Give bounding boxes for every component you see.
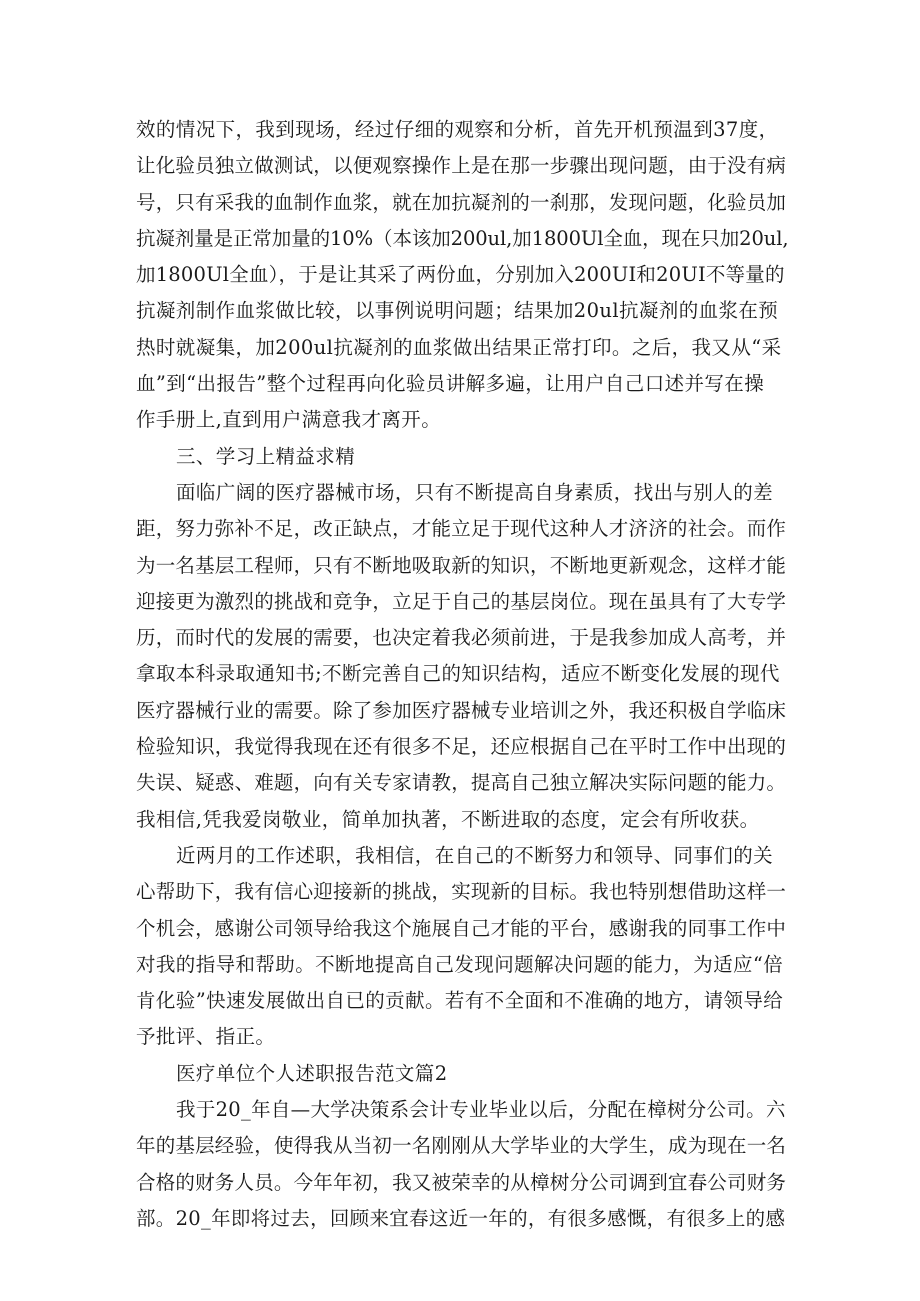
paragraph-continuation [136,112,788,439]
text-line: 肯化验”快速发展做出自已的贡献。若有不全面和不准确的地方，请领导给 [136,989,784,1013]
text-line: 热时就凝集，加200ul抗凝剂的血浆做出结果正常打印。之后，我又从“采 [136,335,782,359]
text-line: 个机会，感谢公司领导给我这个施展自己才能的平台，感谢我的同事工作中 [136,916,787,940]
text-line: 历，而时代的发展的需要，也决定着我必须前进，于是我参加成人高考，并 [136,626,787,650]
text-line: 效的情况下，我到现场，经过仔细的观察和分析，首先开机预温到37度， [136,118,779,141]
text-line: 血”到“出报告”整个过程再向化验员讲解多遍，让用户自己口述并写在操 [136,372,765,396]
text-line: 予批评、指正。 [136,1025,276,1049]
text-line: 医疗器械行业的需要。除了参加医疗器械专业培训之外，我还积极自学临床 [136,698,787,722]
heading-text: 医疗单位个人述职报告范文篇2 [176,1061,448,1085]
text-line: 拿取本科录取通知书;不断完善自己的知识结构，适应不断变化发展的现代 [136,662,780,686]
text-line: 抗凝剂制作血浆做比较，以事例说明问题；结果加20ul抗凝剂的血浆在预 [136,299,779,323]
text-line: 近两月的工作述职，我相信，在自己的不断努力和领导、同事们的关 [176,843,774,867]
text-line: 迎接更为激烈的挑战和竞争，立足于自己的基层岗位。现在虽具有了大专学 [136,589,787,613]
article-heading [136,1056,788,1092]
text-line: 失误、疑惑、难题，向有关专家请教，提高自己独立解决实际问题的能力。 [136,771,787,795]
document-body [136,112,788,1237]
text-line: 检验知识，我觉得我现在还有很多不足，还应根据自己在平时工作中出现的 [136,735,787,759]
paragraph-article-two [136,1092,788,1237]
text-line: 部。20_年即将过去，回顾来宜春这近一年的，有很多感慨，有很多上的感 [136,1206,786,1230]
text-line: 加1800Ul全血），于是让其采了两份血，分别加入200UI和20UI不等量的 [136,263,785,287]
heading-text: 三、学习上精益求精 [176,444,356,468]
text-line: 我相信,凭我爱岗敬业，简单加执著，不断进取的态度，定会有所收获。 [136,807,760,831]
text-line: 为一名基层工程师，只有不断地吸取新的知识，不断地更新观念，这样才能 [136,553,787,577]
text-line: 号，只有采我的血制作血浆，就在加抗凝剂的一刹那，发现问题，化验员加 [136,190,787,214]
text-line: 对我的指导和帮助。不断地提高自己发现问题解决问题的能力，为适应“倍 [136,952,784,976]
text-line: 距，努力弥补不足，改正缺点，才能立足于现代这种人才济济的社会。而作 [136,517,787,541]
text-line: 抗凝剂量是正常加量的10%（本该加200ul,加1800Ul全血，现在只加20ul, [136,226,789,250]
paragraph-closing [136,838,788,1056]
text-line: 合格的财务人员。今年年初，我又被荣幸的从樟树分公司调到宜春公司财务 [136,1170,787,1194]
text-line: 年的基层经验，使得我从当初一名刚刚从大学毕业的大学生，成为现在一名 [136,1134,787,1158]
text-line: 我于20_年自—大学决策系会计专业毕业以后，分配在樟树分公司。六 [176,1098,786,1122]
text-line: 让化验员独立做测试，以便观察操作上是在那一步骤出现问题，由于没有病 [136,154,787,178]
text-line: 作手册上,直到用户满意我才离开。 [136,408,442,432]
text-line: 心帮助下，我有信心迎接新的挑战，实现新的目标。我也特别想借助这样一 [136,880,787,904]
text-line: 面临广阔的医疗器械市场，只有不断提高自身素质，找出与别人的差 [176,480,774,504]
paragraph-learning [136,475,788,838]
section-heading [136,439,788,475]
